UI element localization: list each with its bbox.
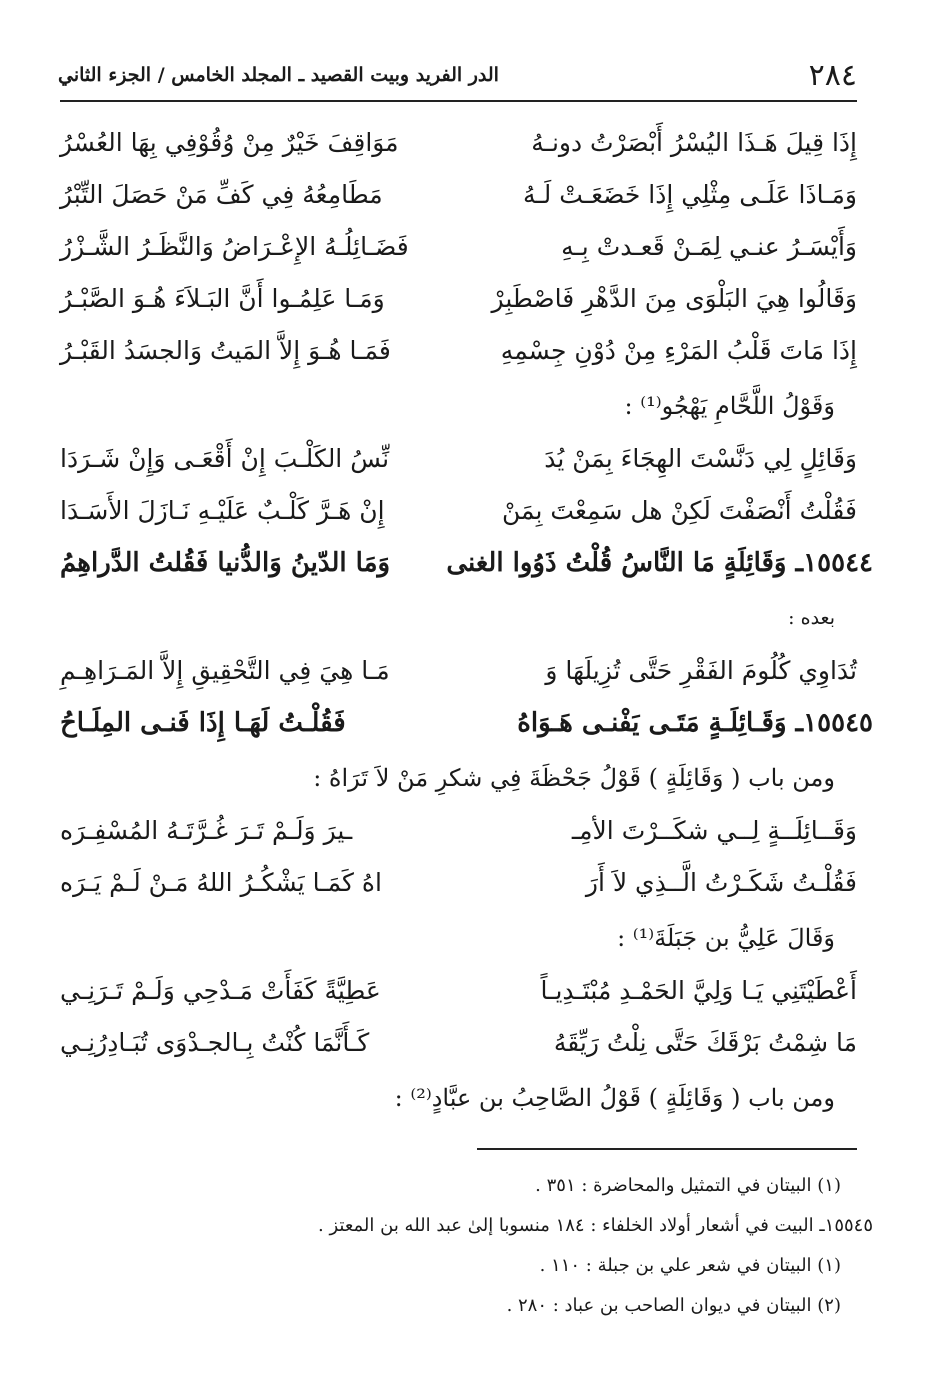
page-body bbox=[60, 118, 873, 1126]
verse-line bbox=[60, 222, 857, 274]
verse-second-hemistich: اهُ كَمَـا يَشْكُـرُ اللهُ مَـنْ لَـمْ يَـرَه bbox=[60, 868, 382, 897]
verse-second-hemistich: وَمَا الدّينُ وَالدُّنيا فَقُلتُ الدَّراهِمُ bbox=[60, 548, 391, 578]
verse-first-hemistich: تُدَاوِي كُلُومَ الفَقْرِ حَتَّى تُزِيلَهَا وَ bbox=[545, 656, 857, 685]
prose-line: ومن باب ( وَقَائِلَةٍ ) قَوْلُ الصَّاحِبُ بن عبَّادٍ⁽²⁾ : bbox=[394, 1084, 835, 1112]
verse-line bbox=[60, 698, 873, 750]
verse-second-hemistich: إِنْ هَـرَّ كَلْـبٌ عَلَيْـهِ نَـازَلَ الأَسَـدَا bbox=[60, 496, 385, 525]
footnote: (٢) البيتان في ديوان الصاحب بن عباد : ٢٨٠ . bbox=[506, 1295, 841, 1316]
verse-line bbox=[60, 170, 857, 222]
verse-first-hemistich: وَقَالُوا هِيَ البَلْوَى مِنَ الدَّهْرِ فَاصْطَبِرْ bbox=[491, 284, 857, 313]
footnote: (١) البيتان في شعر علي بن جبلة : ١١٠ . bbox=[539, 1255, 841, 1276]
verse-line bbox=[60, 646, 857, 698]
verse-line bbox=[60, 118, 857, 170]
prose-line: بعده : bbox=[788, 607, 835, 629]
verse-first-hemistich: وَمَـاذَا عَلَـى مِثْلِي إِذَا خَضَعَـتْ لَـهُ bbox=[522, 180, 857, 209]
verse-second-hemistich: فَمَـا هُـوَ إِلاَّ المَيتُ وَالجسَدُ القَبْـرُ bbox=[60, 336, 391, 365]
prose-line: وَقَالَ عَلِيُّ بن جَبَلَةَ⁽¹⁾ : bbox=[617, 924, 835, 952]
verse-line bbox=[60, 434, 857, 486]
footnote: (١) البيتان في التمثيل والمحاضرة : ٣٥١ . bbox=[535, 1175, 841, 1196]
verse-first-hemistich: وَأَيْسَـرُ عنـي لِمَـنْ قَعـدتْ بِـهِ bbox=[561, 232, 857, 261]
verse-first-hemistich: إِذَا مَاتَ قَلْبُ المَرْءِ مِنْ دُوْنِ جِسْمِهِ bbox=[500, 336, 857, 365]
verse-line bbox=[60, 806, 857, 858]
page-number: ٢٨٤ bbox=[808, 58, 857, 93]
verse-first-hemistich: فَقُلْـتُ شَكَـرْتُ الَّــذِي لاَ أَرَ bbox=[585, 868, 857, 897]
header-rule bbox=[60, 100, 857, 102]
footnotes bbox=[60, 1166, 873, 1326]
verse-second-hemistich: ـيرَ وَلَـمْ تَـرَ غُـرَّتَـهُ المُسْفِـرَه bbox=[60, 816, 353, 845]
verse-second-hemistich: فَقُلْـتُ لَهَـا إِذَا فَنـى المِلَـاحُ bbox=[60, 708, 346, 738]
verse-line bbox=[60, 486, 857, 538]
verse-second-hemistich: مَطَامِعُهُ فِي كَفِّ مَنْ حَصَلَ التِّبْرُ bbox=[60, 180, 383, 209]
verse-line bbox=[60, 858, 857, 910]
footnote-rule bbox=[477, 1148, 857, 1150]
footnote: ١٥٥٤٥ـ البيت في أشعار أولاد الخلفاء : ١٨٤ منسوبا إلىٰ عبد الله بن المعتز . bbox=[318, 1215, 873, 1236]
verse-second-hemistich: وَمَـا عَلِمُـوا أَنَّ البَـلاَءَ هُـوَ الصَّبْـرُ bbox=[60, 284, 385, 313]
verse-second-hemistich: كَـأَنَّمَا كُنْتُ بِـالجـدْوَى تُبَـادِرُنِـي bbox=[60, 1028, 370, 1057]
verse-second-hemistich: مَوَاقِفَ خَيْرٌ مِنْ وُقُوْفِي بِهَا العُسْرُ bbox=[60, 128, 399, 157]
verse-first-hemistich: إِذَا قِيلَ هَـذَا اليُسْرُ أَبْصَرْتُ دونـهُ bbox=[531, 128, 857, 157]
verse-line bbox=[60, 1018, 857, 1070]
verse-first-hemistich: ١٥٥٤٥ـ وَقَـائِلَـةٍ مَتَـى يَفْنـى هَـوَاهُ bbox=[517, 708, 873, 738]
verse-first-hemistich: أَعْطَيْتَنِي يَـا وَلِيَّ الحَمْـدِ مُبْتَـدِيـاً bbox=[540, 976, 857, 1005]
verse-second-hemistich: فَضَـائِلُـهُ الإِعْـرَاضُ وَالنَّظَـرُ الشَّـزْرُ bbox=[60, 232, 409, 261]
page-header bbox=[58, 58, 857, 98]
verse-first-hemistich: وَقَائِلٍ لِي دَنَّسْتَ الهِجَاءَ بِمَنْ يُدَ bbox=[544, 444, 857, 473]
verse-line bbox=[60, 538, 873, 590]
verse-line bbox=[60, 326, 857, 378]
verse-first-hemistich: فَقُلْتُ أَنْصَفْتَ لَكِنْ هل سَمِعْتَ بِمَنْ bbox=[502, 496, 857, 525]
verse-line bbox=[60, 274, 857, 326]
verse-second-hemistich: عَطِيَّةً كَفَأَتْ مَـدْحِي وَلَـمْ تَـرَنِـي bbox=[60, 976, 381, 1005]
running-title: الدر الفريد وبيت القصيد ـ المجلد الخامس / الجزء الثاني bbox=[58, 64, 499, 86]
prose-line: ومن باب ( وَقَائِلَةٍ ) قَوْلُ جَحْظَةَ فِي شكرِ مَنْ لاَ تَرَاهُ : bbox=[313, 764, 835, 792]
verse-second-hemistich: نِّسُ الكَلْـبَ إِنْ أَقْعَـى وَإِنْ شَـرَدَا bbox=[60, 444, 390, 473]
verse-second-hemistich: مَـا هِيَ فِي التَّحْقِيقِ إِلاَّ المَـرَاهِـمِ bbox=[60, 656, 390, 685]
verse-first-hemistich: ١٥٥٤٤ـ وَقَائِلَةٍ مَا النَّاسُ قُلْتُ ذَوُوا الغنى bbox=[446, 548, 873, 578]
verse-first-hemistich: مَا شِمْتُ بَرْقَكَ حَتَّى نِلْتُ رَيِّقَهُ bbox=[553, 1028, 857, 1057]
verse-line bbox=[60, 966, 857, 1018]
verse-first-hemistich: وَقَــائِلَــةٍ لِــي شكَــرْتَ الأمِـ bbox=[571, 816, 857, 845]
prose-line: وَقَوْلُ اللَّحَّامِ يَهْجُو⁽¹⁾ : bbox=[624, 392, 835, 420]
